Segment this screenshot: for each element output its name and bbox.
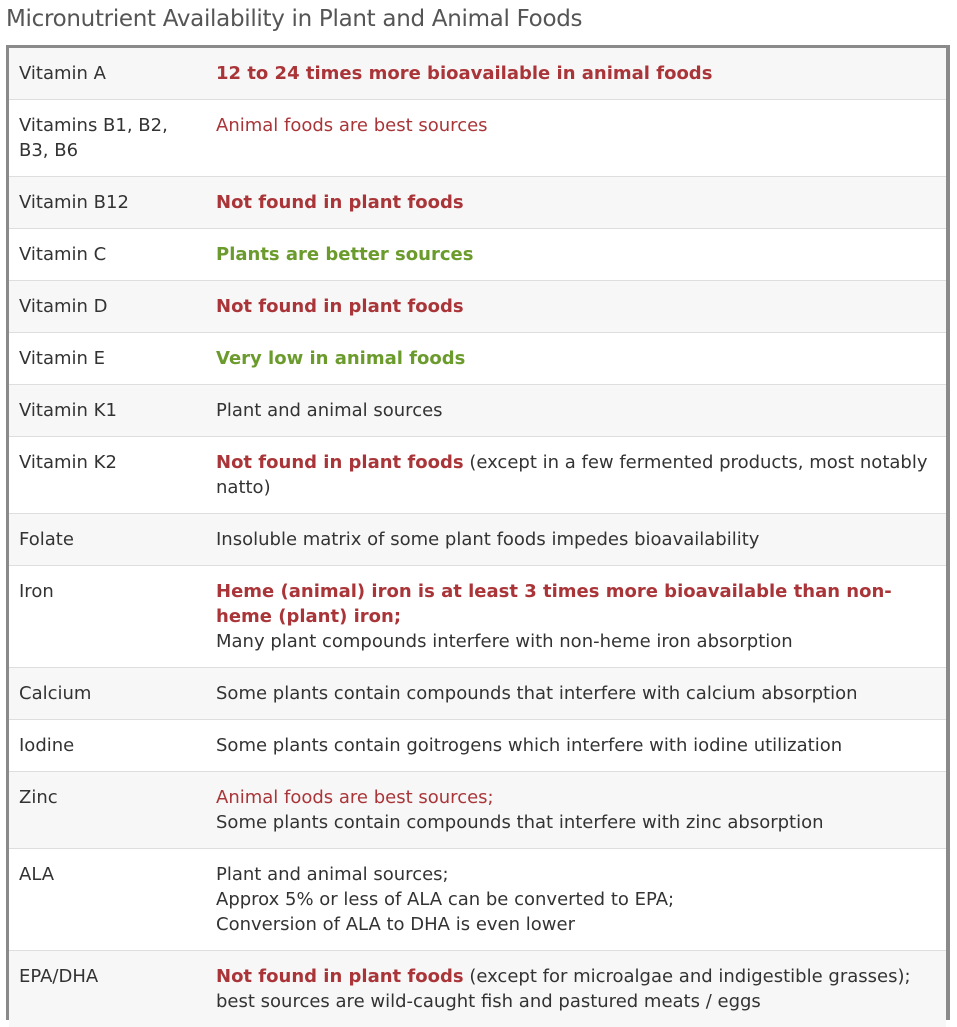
availability-note [195, 720, 946, 772]
availability-note [195, 772, 946, 849]
table-row [9, 668, 946, 720]
availability-note [195, 951, 946, 1027]
note-segment: Some plants contain compounds that interfere with zinc absorption [216, 810, 936, 835]
availability-note [195, 333, 946, 385]
note-segment: Not found in plant foods [216, 296, 464, 317]
note-segment: Heme (animal) iron is at least 3 times more bioavailable than non-heme (plant) iron; [216, 579, 936, 629]
note-segment: 12 to 24 times more bioavailable in animal foods [216, 63, 712, 84]
nutrient-name: Folate [9, 514, 195, 566]
nutrient-name: Vitamin K2 [9, 437, 195, 514]
table-row [9, 385, 946, 437]
nutrient-name: Calcium [9, 668, 195, 720]
nutrient-name: Vitamin A [9, 48, 195, 100]
availability-note [195, 48, 946, 100]
note-segment: Animal foods are best sources [216, 115, 488, 136]
note-segment: Conversion of ALA to DHA is even lower [216, 912, 936, 937]
availability-note [195, 177, 946, 229]
nutrient-name: EPA/DHA [9, 951, 195, 1027]
nutrient-name: Vitamin B12 [9, 177, 195, 229]
nutrient-name: Vitamin D [9, 281, 195, 333]
table-row [9, 720, 946, 772]
note-segment: Plants are better sources [216, 244, 473, 265]
note-segment: (except in a few fermented products, most notably natto) [216, 452, 927, 498]
availability-note [195, 281, 946, 333]
availability-note [195, 514, 946, 566]
note-segment: Plant and animal sources; [216, 862, 936, 887]
nutrient-name: ALA [9, 849, 195, 951]
table-row [9, 772, 946, 849]
availability-note [195, 229, 946, 281]
note-segment: Not found in plant foods [216, 452, 464, 473]
table-row [9, 951, 946, 1027]
nutrient-name: Vitamin C [9, 229, 195, 281]
note-segment: Many plant compounds interfere with non-heme iron absorption [216, 629, 936, 654]
table-row [9, 48, 946, 100]
note-segment: Approx 5% or less of ALA can be converted to EPA; [216, 887, 936, 912]
note-segment: Very low in animal foods [216, 348, 465, 369]
table-row [9, 229, 946, 281]
micronutrient-table [6, 45, 950, 1020]
table-row [9, 177, 946, 229]
table-row [9, 437, 946, 514]
table-row [9, 333, 946, 385]
note-segment: Animal foods are best sources; [216, 785, 936, 810]
nutrient-name: Vitamin E [9, 333, 195, 385]
note-segment: Not found in plant foods [216, 192, 464, 213]
note-segment: Some plants contain compounds that interfere with calcium absorption [216, 683, 858, 704]
nutrient-name: Iodine [9, 720, 195, 772]
table-row [9, 281, 946, 333]
table-row [9, 566, 946, 668]
availability-note [195, 437, 946, 514]
table [9, 48, 946, 1027]
note-segment: Some plants contain goitrogens which interfere with iodine utilization [216, 735, 842, 756]
page-title: Micronutrient Availability in Plant and Animal Foods [6, 6, 582, 32]
note-segment: (except for microalgae and indigestible grasses); best sources are wild-caught fish and pastured meats / eggs [216, 966, 911, 1012]
nutrient-name: Iron [9, 566, 195, 668]
nutrient-name: Vitamins B1, B2, B3, B6 [9, 100, 195, 177]
note-segment: Plant and animal sources [216, 400, 443, 421]
table-row [9, 849, 946, 951]
availability-note [195, 668, 946, 720]
table-body [9, 48, 946, 1027]
nutrient-name: Vitamin K1 [9, 385, 195, 437]
table-row [9, 100, 946, 177]
note-segment: Insoluble matrix of some plant foods impedes bioavailability [216, 529, 759, 550]
availability-note [195, 100, 946, 177]
note-segment: Not found in plant foods [216, 966, 464, 987]
availability-note [195, 566, 946, 668]
availability-note [195, 385, 946, 437]
table-row [9, 514, 946, 566]
nutrient-name: Zinc [9, 772, 195, 849]
availability-note [195, 849, 946, 951]
